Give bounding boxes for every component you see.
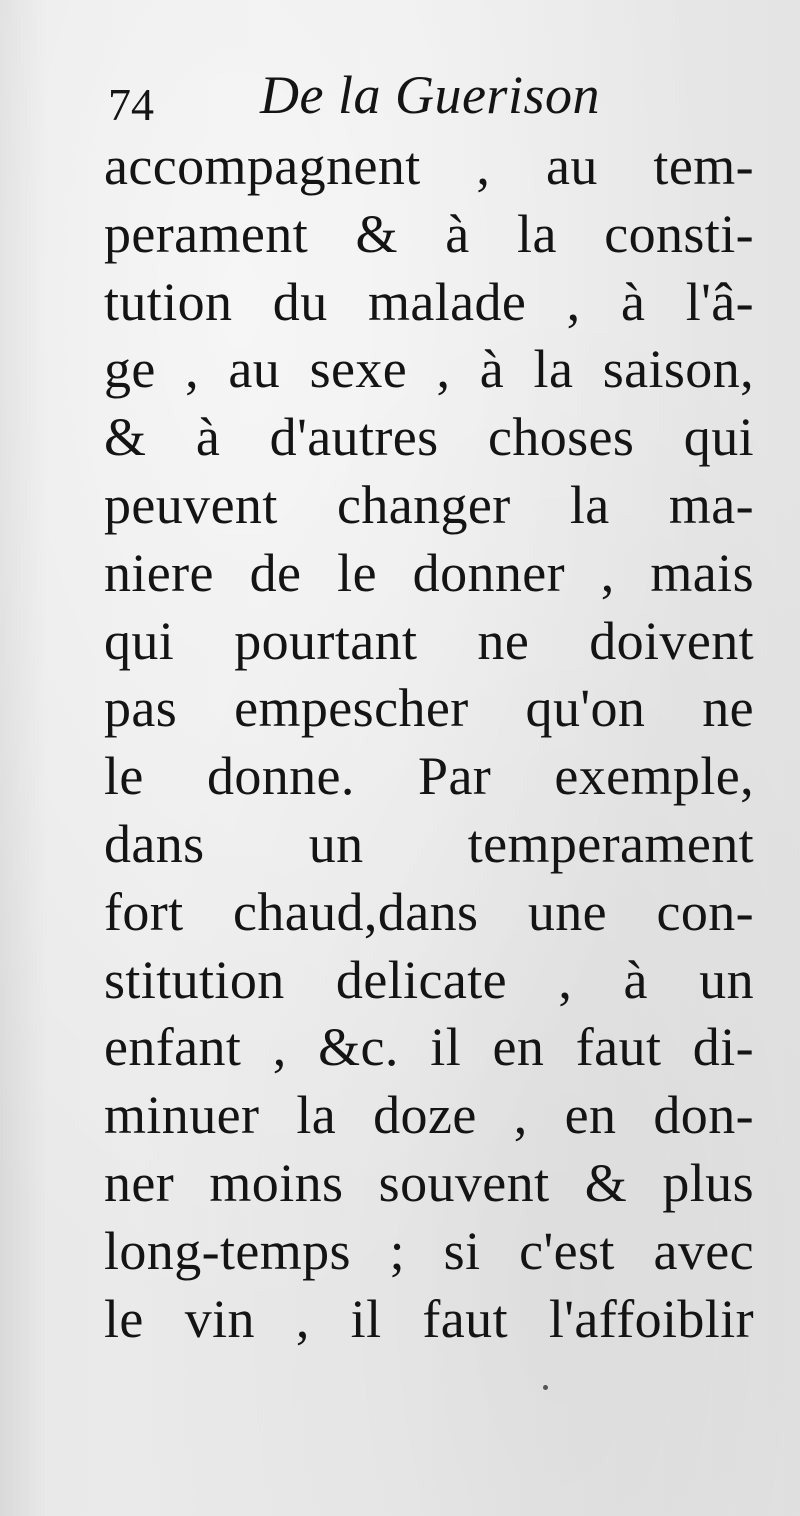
- text-line: peuvent changer la ma-: [104, 474, 754, 535]
- body-text: [104, 133, 754, 1353]
- text-line: fort chaud,dans une con-: [104, 881, 754, 942]
- text-line: enfant , &c. il en faut di-: [104, 1017, 754, 1078]
- text-line: & à d'autres choses qui: [104, 407, 754, 468]
- text-line: pas empescher qu'on ne: [104, 678, 754, 739]
- text-line: tution du malade , à l'â-: [104, 271, 754, 332]
- page-number: 74: [108, 79, 154, 130]
- text-line: stitution delicate , à un: [104, 949, 754, 1010]
- text-line: le vin , il faut l'affoiblir: [104, 1288, 754, 1349]
- ink-speck: [543, 1385, 548, 1390]
- text-line: long-temps ; si c'est avec: [104, 1220, 754, 1281]
- text-line: dans un temperament: [104, 813, 754, 874]
- running-head: De la Guerison: [260, 65, 600, 125]
- text-line: ge , au sexe , à la saison,: [104, 339, 754, 400]
- text-line: perament & à la consti-: [104, 203, 754, 264]
- text-line: le donne. Par exemple,: [104, 746, 754, 807]
- page-header: [108, 65, 748, 136]
- text-line: ner moins souvent & plus: [104, 1152, 754, 1213]
- text-line: niere de le donner , mais: [104, 542, 754, 603]
- text-line: accompagnent , au tem-: [104, 136, 754, 196]
- text-line: minuer la doze , en don-: [104, 1085, 754, 1146]
- text-line: qui pourtant ne doivent: [104, 610, 754, 671]
